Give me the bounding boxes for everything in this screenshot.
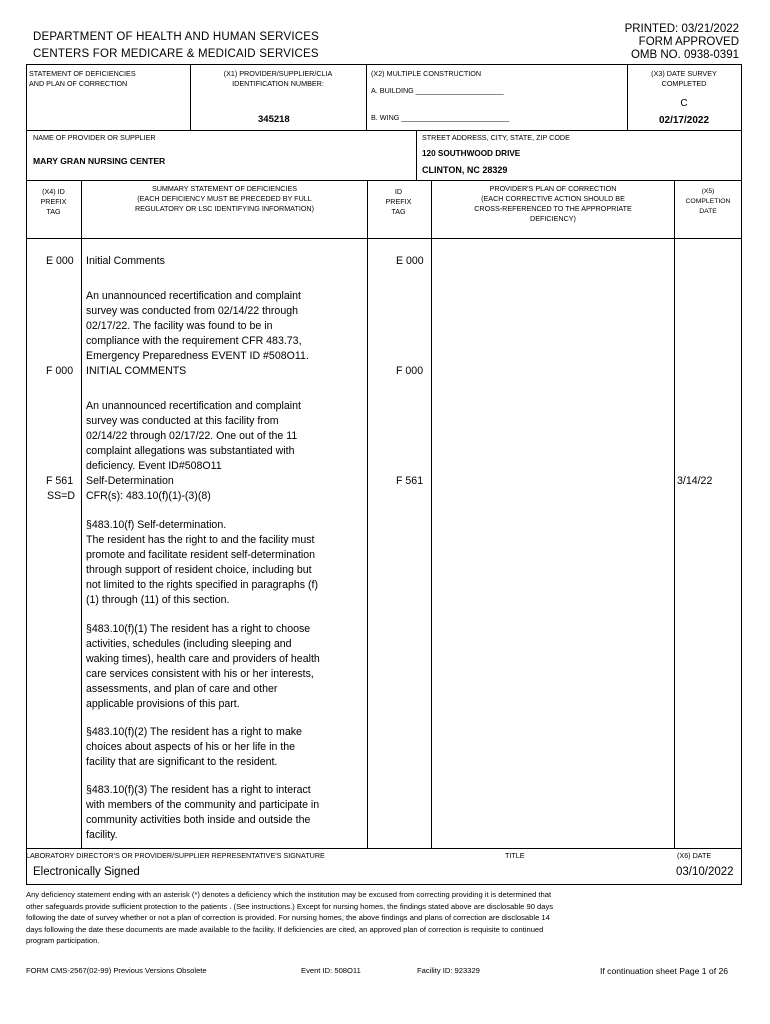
facility-id: Facility ID: 923329 xyxy=(417,966,480,975)
rule-right xyxy=(741,64,742,884)
f000-text: An unannounced recertification and complaint survey was conducted at this facility from 02/14/22 through 02/17/22. One out of the 11 complaint allegations was substantiated with deficiency. Event ID#508O11 xyxy=(86,400,301,472)
x4-header: (X4) ID PREFIX TAG xyxy=(40,187,67,216)
page-number: If continuation sheet Page 1 of 26 xyxy=(600,966,729,976)
x5-header: (X5) COMPLETION DATE xyxy=(685,188,731,215)
omb-number: OMB NO. 0938-0391 xyxy=(630,49,739,61)
rule-v-plan xyxy=(674,180,675,848)
signature-date-label: (X6) DATE xyxy=(677,851,712,860)
address-street: 120 SOUTHWOOD DRIVE xyxy=(422,149,521,158)
rule-grid-2 xyxy=(26,180,742,181)
e000-title: Initial Comments xyxy=(86,255,165,267)
rule-top xyxy=(26,64,742,65)
survey-type-letter: C xyxy=(680,98,688,109)
address-label: STREET ADDRESS, CITY, STATE, ZIP CODE xyxy=(422,133,570,142)
e000-text: An unannounced recertification and complaint survey was conducted from 02/14/22 through 02/17/22. The facility was found to be in compliance with the requirement CFR 483.73, Emergency Preparedness EVENT ID #508O11. xyxy=(86,290,309,362)
f561-title: Self-Determination CFR(s): 483.10(f)(1)-(3)(8) xyxy=(86,475,211,502)
f561-id-tag: F 561 xyxy=(396,475,424,487)
x2-label: (X2) MULTIPLE CONSTRUCTION xyxy=(371,69,482,78)
provider-name: MARY GRAN NURSING CENTER xyxy=(33,156,166,166)
agency-title: CENTERS FOR MEDICARE & MEDICAID SERVICES xyxy=(33,48,319,60)
f000-title: INITIAL COMMENTS xyxy=(86,365,187,377)
x3-label: (X3) DATE SURVEY COMPLETED xyxy=(651,69,717,88)
f561-paragraph-3: §483.10(f)(2) The resident has a right to make choices about aspects of his or her life in the facility that are significant to the resident. xyxy=(86,726,302,768)
id-header: ID PREFIX TAG xyxy=(385,187,412,216)
rule-v-summary xyxy=(367,180,368,848)
building-label: A. BUILDING ______________________ xyxy=(371,86,504,95)
rule-v-x1 xyxy=(190,64,191,130)
x1-label: (X1) PROVIDER/SUPPLIER/CLIA IDENTIFICATION NUMBER: xyxy=(223,69,333,88)
signature-label: LABORATORY DIRECTOR'S OR PROVIDER/SUPPLIER REPRESENTATIVE'S SIGNATURE xyxy=(26,851,325,860)
provider-name-label: NAME OF PROVIDER OR SUPPLIER xyxy=(33,133,156,142)
event-id: Event ID: 508O11 xyxy=(301,966,361,975)
rule-v-address xyxy=(416,130,417,180)
signature-date: 03/10/2022 xyxy=(676,866,734,878)
signature-value: Electronically Signed xyxy=(33,866,140,878)
rule-signature-bottom xyxy=(26,884,742,885)
rule-grid-1 xyxy=(26,130,742,131)
rule-v-x3 xyxy=(627,64,628,130)
f561-paragraph-4: §483.10(f)(3) The resident has a right to interact with members of the community and participate in community activities both inside and outside the facility. xyxy=(86,784,320,841)
rule-v-x2 xyxy=(366,64,367,130)
printed-date: PRINTED: 03/21/2022 xyxy=(624,23,739,35)
f561-paragraph-2: §483.10(f)(1) The resident has a right to choose activities, schedules (including sleeping and waking times), health care and providers of health care services consistent with his or her interests, assessments, and plan of care and other applicable provisions of this part. xyxy=(86,623,320,710)
rule-v-id xyxy=(431,180,432,848)
disclosure-footnote: Any deficiency statement ending with an asterisk (*) denotes a deficiency which the institution may be excused from correcting providing it is determined that other safeguards provide sufficient protection to the patients . (See instructions.) Except for nursing homes, the findings stated above are disclosable 90 days following the date of survey whether or not a plan of correction is provided. For nursing homes, the above findings and plans of correction are disclosable 14 days following the date these documents are made available to the facility. If deficiencies are cited, an approved plan of correction is requisite to continued program participation. xyxy=(26,890,554,946)
rule-v-prefix xyxy=(81,180,82,848)
summary-header: SUMMARY STATEMENT OF DEFICIENCIES (EACH DEFICIENCY MUST BE PRECEDED BY FULL REGULATORY OR LSC IDENTIFYING INFORMATION) xyxy=(134,184,315,213)
f561-prefix-tag: F 561 xyxy=(46,475,74,487)
provider-id-number: 345218 xyxy=(258,114,290,125)
survey-completed-date: 02/17/2022 xyxy=(658,115,710,126)
plan-header: PROVIDER'S PLAN OF CORRECTION (EACH CORRECTIVE ACTION SHOULD BE CROSS-REFERENCED TO THE APPROPRIATE DEFICIENCY) xyxy=(474,184,632,223)
f000-id-tag: F 000 xyxy=(396,365,424,377)
form-number: FORM CMS-2567(02-99) Previous Versions Obsolete xyxy=(26,966,207,975)
e000-prefix-tag: E 000 xyxy=(46,255,74,267)
rule-grid-3 xyxy=(26,238,742,239)
form-approved: FORM APPROVED xyxy=(638,36,739,48)
rule-table-bottom xyxy=(26,848,742,849)
statement-label: STATEMENT OF DEFICIENCIES AND PLAN OF CORRECTION xyxy=(29,69,136,88)
address-city: CLINTON, NC 28329 xyxy=(422,165,508,175)
f561-severity: SS=D xyxy=(47,490,75,502)
wing-label: B. WING ___________________________ xyxy=(371,113,510,122)
department-title: DEPARTMENT OF HEALTH AND HUMAN SERVICES xyxy=(33,31,319,43)
title-label: TITLE xyxy=(505,851,525,860)
e000-id-tag: E 000 xyxy=(396,255,424,267)
f561-paragraph-1: §483.10(f) Self-determination. The resident has the right to and the facility must promote and facilitate resident self-determination through support of resident choice, including but not limited to the rights specified in paragraphs (f) (1) through (11) of this section. xyxy=(86,519,319,606)
f561-completion-date: 3/14/22 xyxy=(677,475,713,487)
f000-prefix-tag: F 000 xyxy=(46,365,74,377)
